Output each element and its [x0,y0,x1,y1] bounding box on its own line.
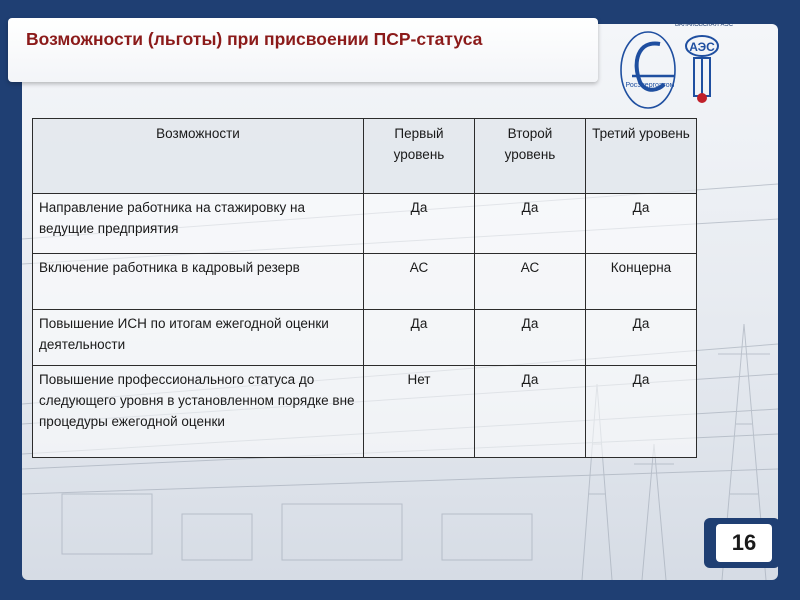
logo-letters: АЭС [689,40,715,54]
cell-first-level: Да [364,194,475,254]
row-label: Включение работника в кадровый резерв [33,254,364,310]
header-opportunities: Возможности [33,119,364,194]
cell-third-level: Да [586,194,697,254]
table-row [33,366,697,458]
table-row [33,310,697,366]
cell-third-level: Концерна [586,254,697,310]
header-third-level: Третий уровень [586,119,697,194]
privileges-table [32,118,697,458]
row-label: Повышение ИСН по итогам ежегодной оценки деятельности [33,310,364,366]
cell-second-level: АС [475,254,586,310]
cell-first-level: Нет [364,366,475,458]
table-header-row [33,119,697,194]
slide-title: Возможности (льготы) при присвоении ПСР-статуса [26,29,483,49]
header-first-level: Первый уровень [364,119,475,194]
cell-third-level: Да [586,310,697,366]
row-label: Повышение профессионального статуса до следующего уровня в установленном порядке вне процедуры ежегодной оценки [33,366,364,458]
header-second-level: Второй уровень [475,119,586,194]
page-number: 16 [716,524,772,562]
table-row [33,194,697,254]
row-label: Направление работника на стажировку на ведущие предприятия [33,194,364,254]
cell-second-level: Да [475,310,586,366]
table-row [33,254,697,310]
logo-caption: БАЛАКОВСКАЯ АЭС [674,22,734,28]
cell-first-level: АС [364,254,475,310]
cell-second-level: Да [475,194,586,254]
cell-second-level: Да [475,366,586,458]
cell-first-level: Да [364,310,475,366]
cell-third-level: Да [586,366,697,458]
logo-sub-caption: Росэнергоатом [625,82,675,89]
balakovo-npp-logo [614,14,734,114]
